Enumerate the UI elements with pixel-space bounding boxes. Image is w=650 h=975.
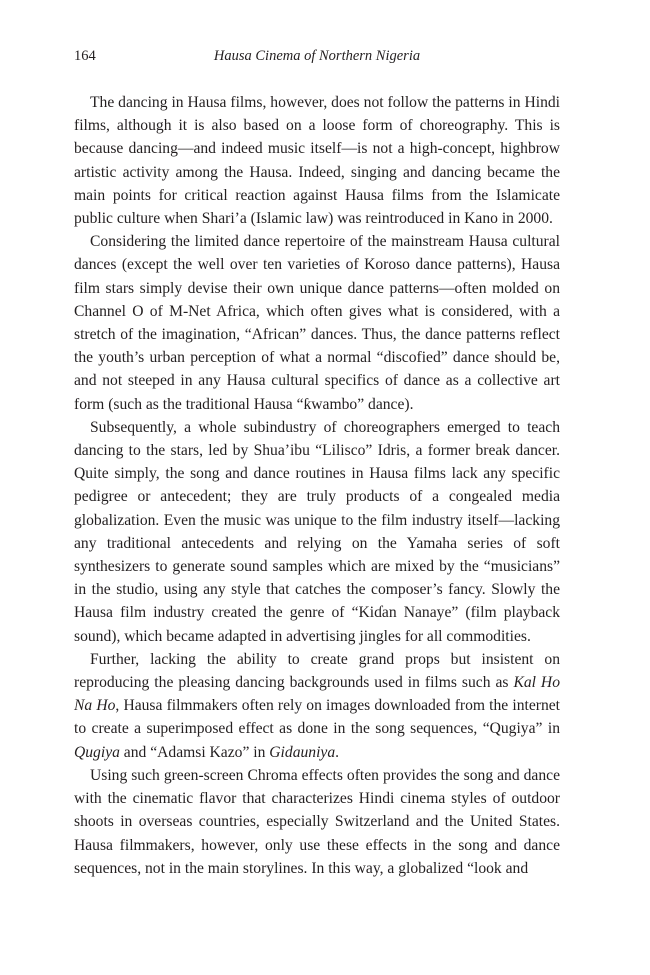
body-text <box>74 91 560 880</box>
paragraph <box>74 230 560 416</box>
paragraph <box>74 91 560 230</box>
paragraph-text: Further, lacking the ability to create grand props but insistent on reproducing the pleasing dancing backgrounds used in films such as <box>74 650 560 692</box>
film-title: Kal Ho Na Ho <box>74 674 560 715</box>
paragraph-text: . <box>335 743 340 761</box>
paragraph <box>74 764 560 880</box>
paragraph <box>74 648 560 764</box>
paragraph <box>74 416 560 648</box>
paragraph-text: , Hausa filmmakers often rely on images downloaded from the internet to create a superimposed effect as done in the song sequences, “Qugiya” in <box>74 697 561 738</box>
paragraph-text: Considering the limited dance repertoire of the mainstream Hausa cultural dances (except the well over ten varieties of Koroso dance patterns), Hausa film stars simply devise their own unique dance patterns—often molded on Channel O of M-Net Africa, which often gives what is considered, with a stretch of the imagination, “African” dances. Thus, the dance patterns reflect the youth’s urban perception of what a normal “discofied” dance should be, and not steeped in any Hausa cultural specifics of dance as a collective art form (such as the traditional Hausa “ƙwambo” dance). <box>74 233 560 413</box>
paragraph-text: The dancing in Hausa films, however, does not follow the patterns in Hindi films, although it is also based on a loose form of choreography. This is because dancing—and indeed music itself—is not a high-concept, highbrow artistic activity among the Hausa. Indeed, singing and dancing became the main points for critical reaction against Hausa films from the Islamicate public culture when Shari’a (Islamic law) was reintroduced in Kano in 2000. <box>74 94 560 228</box>
paragraph-text: Using such green-screen Chroma effects often provides the song and dance with the cinematic flavor that characterizes Hindi cinema styles of outdoor shoots in overseas countries, especially Switzerland and the United States. Hausa filmmakers, however, only use these effects in the song and dance sequences, not in the main storylines. In this way, a globalized “look and <box>74 766 560 877</box>
film-title: Gidauniya <box>269 743 336 761</box>
running-title: Hausa Cinema of Northern Nigeria <box>213 48 421 64</box>
page-number: 164 <box>74 48 96 64</box>
paragraph-text: and “Adamsi Kazo” in <box>119 743 270 761</box>
film-title: Qugiya <box>74 743 120 761</box>
paragraph-text: Subsequently, a whole subindustry of choreographers emerged to teach dancing to the stars, led by Shua’ibu “Lilisco” Idris, a former break dancer. Quite simply, the song and dance routines in Hausa films lack any specific pedigree or antecedent; they are truly products of a congealed media globalization. Even the music was unique to the film industry itself—lacking any traditional antecedents and relying on the Yamaha series of soft synthesizers to generate sound samples which are mixed by the “musicians” in the studio, using any style that catches the composer’s fancy. Slowly the Hausa film industry created the genre of “Kiɗan Nanaye” (film playback sound), which became adapted in advertising jingles for all commodities. <box>74 418 560 645</box>
running-head <box>74 46 560 66</box>
